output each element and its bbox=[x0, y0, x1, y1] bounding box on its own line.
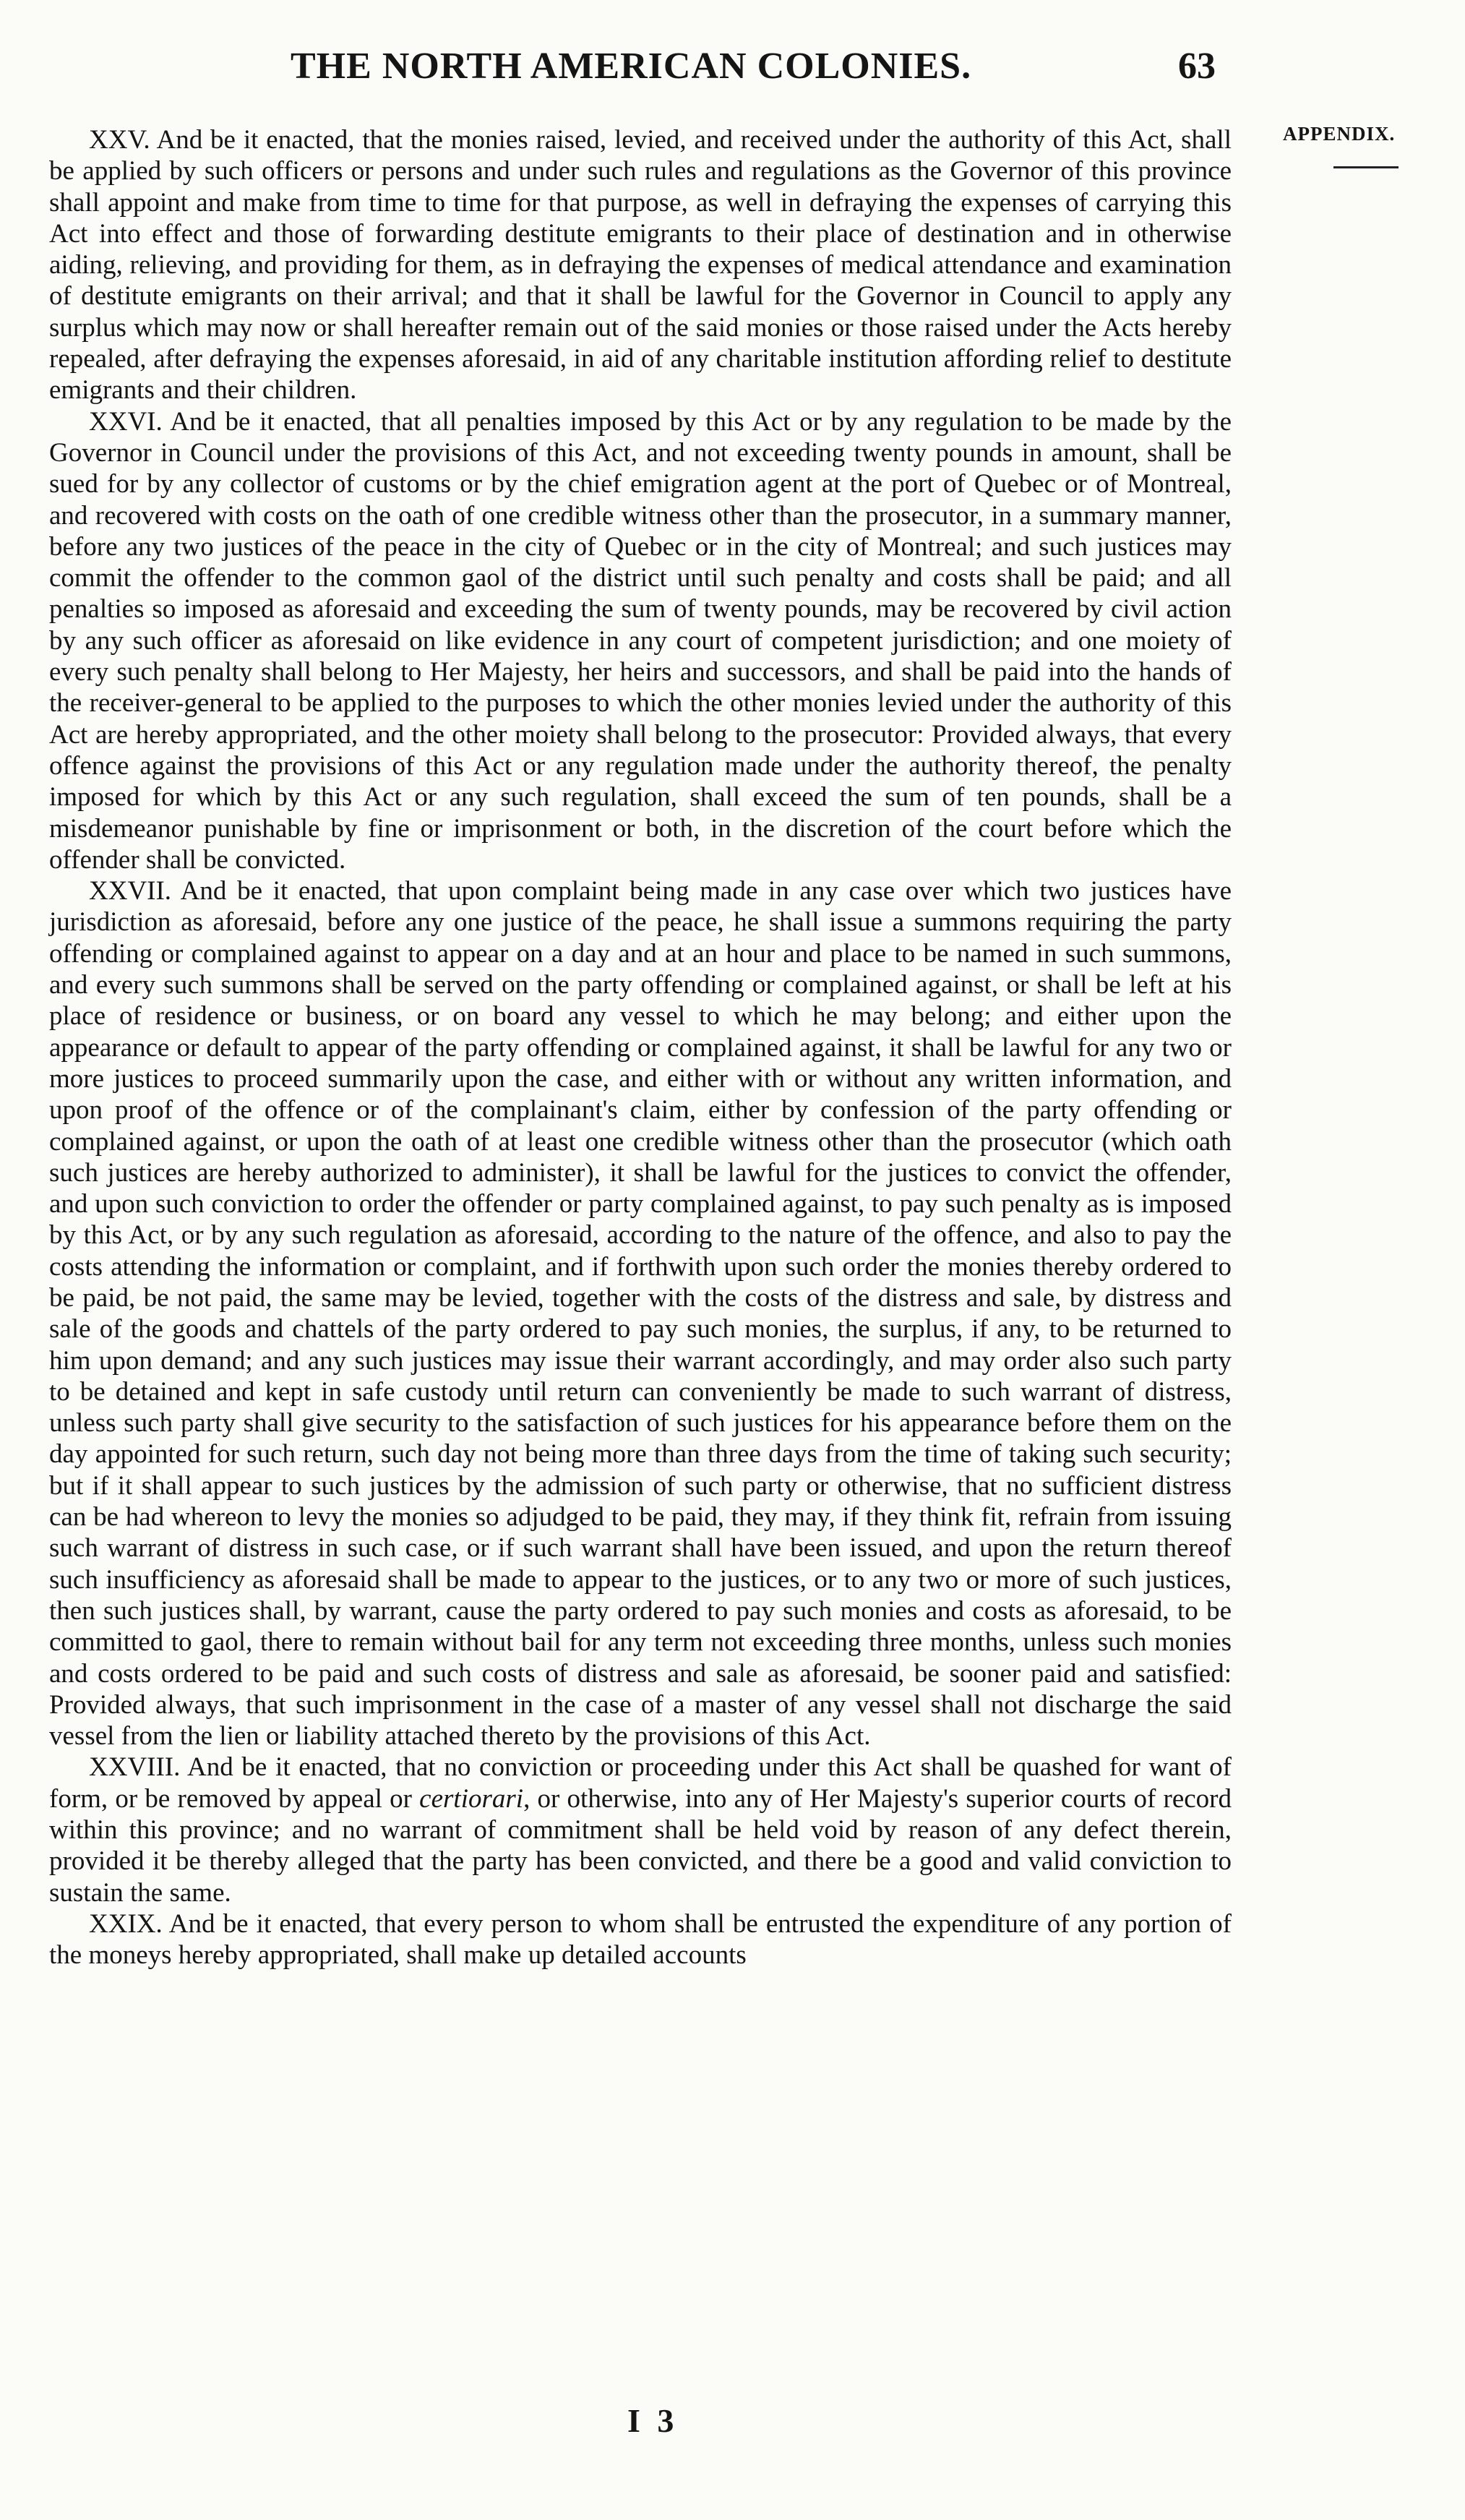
page-title: THE NORTH AMERICAN COLONIES. bbox=[291, 46, 972, 87]
document-body bbox=[49, 124, 1232, 1971]
margin-note-appendix: APPENDIX. bbox=[1283, 123, 1396, 145]
signature-mark: I 3 bbox=[627, 2402, 679, 2439]
section-xxvii: XXVII. And be it enacted, that upon complaint being made in any case over which two justices have jurisdiction as aforesaid, before any one justice of the peace, he shall issue a summons requiring the party offending or complained against to appear on a day and at an hour and place to be named in such summons, and every such summons shall be served on the party offending or complained against, or shall be left at his place of residence or business, or on board any vessel to which he may belong; and either upon the appearance or default to appear of the party offending or complained against, it shall be lawful for any two or more justices to proceed summarily upon the case, and either with or without any written information, and upon proof of the offence or of the complainant's claim, either by confession of the party offending or complained against, or upon the oath of at least one credible witness other than the prosecutor (which oath such justices are hereby authorized to administer), it shall be lawful for the justices to convict the offender, and upon such conviction to order the offender or party complained against, to pay such penalty as is imposed by this Act, or by any such regulation as aforesaid, according to the nature of the offence, and also to pay the costs attending the information or complaint, and if forthwith upon such order the monies thereby ordered to be paid, be not paid, the same may be levied, together with the costs of the distress and sale, by distress and sale of the goods and chattels of the party ordered to pay such monies, the surplus, if any, to be returned to him upon demand; and any such justices may issue their warrant accordingly, and may order also such party to be detained and kept in safe custody until return can conveniently be made to such warrant of distress, unless such party shall give security to the satisfaction of such justices for his appearance before them on the day appointed for such return, such day not being more than three days from the time of taking such security; but if it shall appear to such justices by the admission of such party or otherwise, that no sufficient distress can be had whereon to levy the monies so adjudged to be paid, they may, if they think fit, refrain from issuing such warrant of distress in such case, or if such warrant shall have been issued, and upon the return thereof such insufficiency as aforesaid shall be made to appear to the justices, or to any two or more of such justices, then such justices shall, by warrant, cause the party ordered to pay such monies and costs as aforesaid, to be committed to gaol, there to remain without bail for any term not exceeding three months, unless such monies and costs ordered to be paid and such costs of distress and sale as aforesaid, be sooner paid and satisfied: Provided always, that such imprisonment in the case of a master of any vessel shall not discharge the said vessel from the lien or liability attached thereto by the provisions of this Act. bbox=[49, 876, 1232, 1752]
section-xxvi: XXVI. And be it enacted, that all penalties imposed by this Act or by any regulation to be made by the Governor in Council under the provisions of this Act, and not exceeding twenty pounds in amount, shall be sued for by any collector of customs or by the chief emigration agent at the port of Quebec or of Montreal, and recovered with costs on the oath of one credible witness other than the prosecutor, in a summary manner, before any two justices of the peace in the city of Quebec or in the city of Montreal; and such justices may commit the offender to the common gaol of the district until such penalty and costs shall be paid; and all penalties so imposed as aforesaid and exceeding the sum of twenty pounds, may be recovered by civil action by any such officer as aforesaid on like evidence in any court of competent jurisdiction; and one moiety of every such penalty shall belong to Her Majesty, her heirs and successors, and shall be paid into the hands of the receiver-general to be applied to the purposes to which the other monies levied under the authority of this Act are hereby appropriated, and the other moiety shall belong to the prosecutor: Provided always, that every offence against the provisions of this Act or any regulation made under the authority thereof, the penalty imposed for which by this Act or any such regulation, shall exceed the sum of ten pounds, shall be a misdemeanor punishable by fine or imprisonment or both, in the discretion of the court before which the offender shall be convicted. bbox=[49, 406, 1232, 875]
margin-rule bbox=[1333, 166, 1399, 168]
page-number: 63 bbox=[1178, 46, 1216, 87]
section-xxix: XXIX. And be it enacted, that every person to whom shall be entrusted the expenditure of any portion of the moneys hereby appropriated, shall make up detailed accounts bbox=[49, 1908, 1232, 1971]
section-xxviii: XXVIII. And be it enacted, that no conviction or proceeding under this Act shall be quashed for want of form, or be removed by appeal or certiorari, or otherwise, into any of Her Majesty's superior courts of record within this province; and no warrant of commitment shall be held void by reason of any defect therein, provided it be thereby alleged that the party has been convicted, and there be a good and valid conviction to sustain the same. bbox=[49, 1752, 1232, 1908]
certiorari-term: certiorari bbox=[419, 1783, 524, 1814]
section-xxv: XXV. And be it enacted, that the monies raised, levied, and received under the authority of this Act, shall be applied by such officers or persons and under such rules and regulations as the Governor of this province shall appoint and make from time to time for that purpose, as well in defraying the expenses of carrying this Act into effect and those of forwarding destitute emigrants to their place of destination and in otherwise aiding, relieving, and providing for them, as in defraying the expenses of medical attendance and examination of destitute emigrants on their arrival; and that it shall be lawful for the Governor in Council to apply any surplus which may now or shall hereafter remain out of the said monies or those raised under the Acts hereby repealed, after defraying the expenses aforesaid, in aid of any charitable institution affording relief to destitute emigrants and their children. bbox=[49, 125, 1232, 406]
running-header bbox=[0, 45, 1465, 103]
